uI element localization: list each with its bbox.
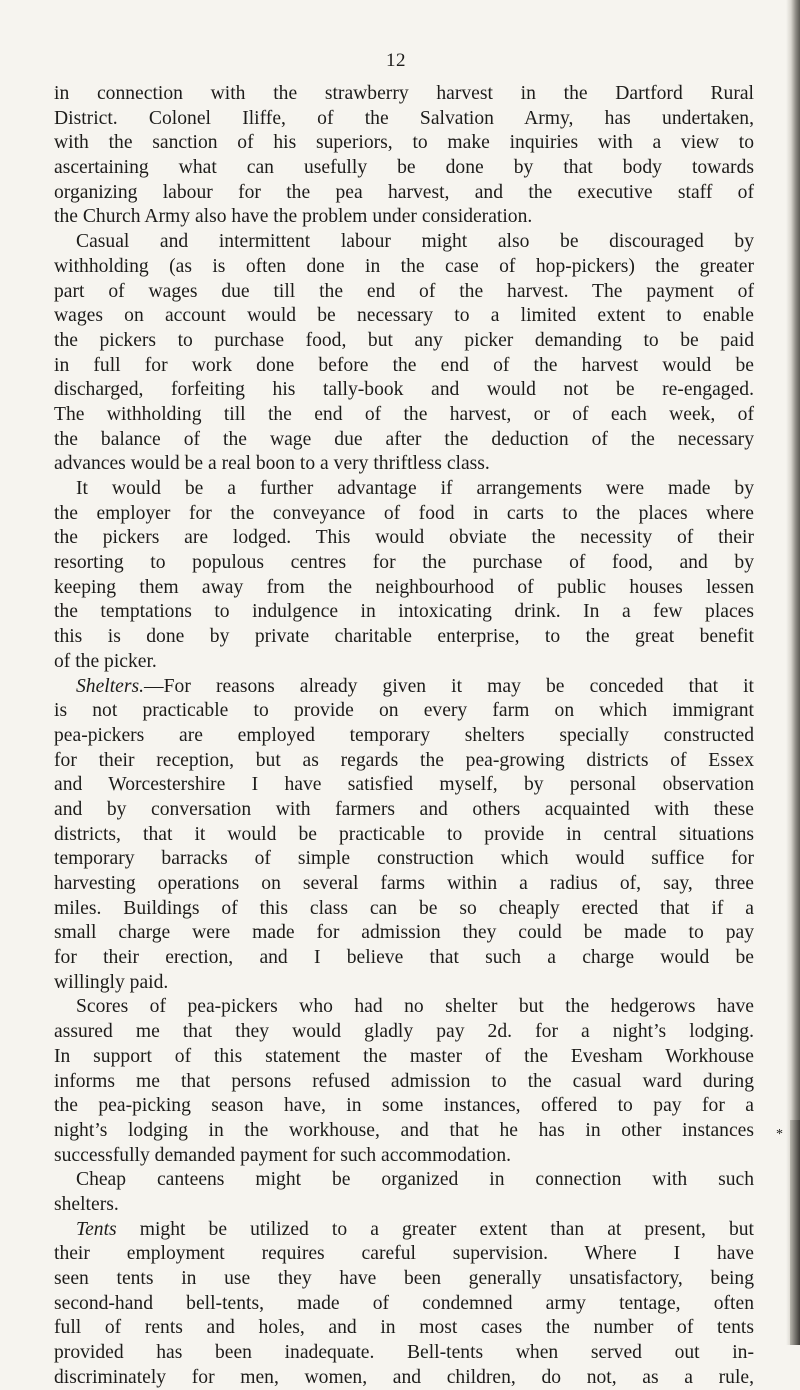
text-line: is not practicable to provide on every farm on which immigrant bbox=[54, 700, 754, 722]
text-line: willingly paid. bbox=[54, 971, 169, 993]
text-line: Cheap canteens might be organized in connection with such bbox=[76, 1169, 754, 1191]
text-line: In support of this statement the master of the Evesham Workhouse bbox=[54, 1045, 754, 1067]
text-line: second-hand bell-tents, made of condemned army tentage, often bbox=[54, 1292, 754, 1314]
text-line bbox=[54, 1218, 754, 1243]
text-line: with the sanction of his superiors, to make inquiries with a view to bbox=[54, 132, 754, 154]
text-line: Casual and intermittent labour might also be discouraged by bbox=[76, 231, 754, 253]
text-line: the pickers are lodged. This would obviate the necessity of their bbox=[54, 527, 754, 549]
margin-mark: * bbox=[776, 1127, 783, 1142]
text-line: part of wages due till the end of the harvest. The payment of bbox=[54, 280, 754, 302]
text-line: It would be a further advantage if arrangements were made by bbox=[76, 478, 754, 499]
text-line: full of rents and holes, and in most cases the number of tents bbox=[54, 1317, 754, 1339]
text-line: miles. Buildings of this class can be so cheaply erected that if a bbox=[54, 897, 754, 919]
text-line: for their erection, and I believe that such a charge would be bbox=[54, 947, 754, 969]
text-line: wages on account would be necessary to a limited extent to enable bbox=[54, 305, 754, 327]
text-line: night’s lodging in the workhouse, and that he has in other instances bbox=[54, 1119, 754, 1141]
text-line: their employment requires careful supervision. Where I have bbox=[54, 1243, 754, 1265]
text-run: —For reasons already given it may be conceded that it bbox=[144, 675, 754, 697]
text-line: provided has been inadequate. Bell-tents when served out in- bbox=[54, 1342, 754, 1364]
page-number: 12 bbox=[386, 50, 406, 71]
text-line: temporary barracks of simple construction which would suffice for bbox=[54, 848, 754, 870]
text-line: resorting to populous centres for the purchase of food, and by bbox=[54, 552, 754, 574]
text-line: the temptations to indulgence in intoxicating drink. In a few places bbox=[54, 601, 754, 623]
text-line: Scores of pea-pickers who had no shelter but the hedgerows have bbox=[76, 996, 754, 1018]
text-run: might be utilized to a greater extent than at present, but bbox=[116, 1218, 754, 1240]
text-line: pea-pickers are employed temporary shelters specially constructed bbox=[54, 724, 754, 746]
text-line: districts, that it would be practicable to provide in central situations bbox=[54, 823, 754, 845]
text-line: for their reception, but as regards the pea-growing districts of Essex bbox=[54, 749, 754, 771]
body-text bbox=[54, 82, 754, 1390]
text-line: of the picker. bbox=[54, 650, 157, 672]
text-line: and by conversation with farmers and others acquainted with these bbox=[54, 798, 754, 820]
text-line: small charge were made for admission they could be made to pay bbox=[54, 922, 754, 944]
text-line: the employer for the conveyance of food in carts to the places where bbox=[54, 502, 754, 524]
text-line: ascertaining what can usefully be done by that body towards bbox=[54, 157, 754, 179]
page-edge-shadow-lower bbox=[790, 1120, 800, 1345]
text-line: District. Colonel Iliffe, of the Salvation Army, has undertaken, bbox=[54, 107, 754, 129]
section-heading-shelters: Shelters. bbox=[76, 675, 145, 697]
text-line: informs me that persons refused admission to the casual ward during bbox=[54, 1070, 754, 1092]
text-line: discharged, forfeiting his tally-book and would not be re-engaged. bbox=[54, 379, 754, 401]
text-line: this is done by private charitable enterprise, to the great benefit bbox=[54, 626, 754, 648]
text-line: The withholding till the end of the harvest, or of each week, of bbox=[54, 403, 754, 425]
text-line: organizing labour for the pea harvest, and the executive staff of bbox=[54, 181, 754, 203]
text-line: keeping them away from the neighbourhood of public houses lessen bbox=[54, 576, 754, 598]
section-heading-tents: Tents bbox=[76, 1218, 117, 1240]
text-line bbox=[54, 675, 754, 700]
text-line: the pickers to purchase food, but any picker demanding to be paid bbox=[54, 329, 754, 351]
text-line: in connection with the strawberry harvest in the Dartford Rural bbox=[54, 83, 754, 104]
text-line: successfully demanded payment for such accommodation. bbox=[54, 1144, 512, 1166]
text-line: in full for work done before the end of the harvest would be bbox=[54, 354, 754, 376]
text-line: withholding (as is often done in the case of hop-pickers) the greater bbox=[54, 255, 754, 277]
text-line: advances would be a real boon to a very thriftless class. bbox=[54, 453, 490, 475]
text-line: assured me that they would gladly pay 2d. for a night’s lodging. bbox=[54, 1021, 754, 1043]
text-line: the Church Army also have the problem under consideration. bbox=[54, 206, 533, 228]
text-line: the balance of the wage due after the deduction of the necessary bbox=[54, 428, 754, 450]
text-line: the pea-picking season have, in some instances, offered to pay for a bbox=[54, 1095, 754, 1117]
text-line: seen tents in use they have been generally unsatisfactory, being bbox=[54, 1268, 754, 1289]
text-line: harvesting operations on several farms within a radius of, say, three bbox=[54, 873, 754, 894]
text-line: discriminately for men, women, and children, do not, as a rule, bbox=[54, 1366, 754, 1388]
text-line: shelters. bbox=[54, 1193, 119, 1215]
text-line: and Worcestershire I have satisfied myself, by personal observation bbox=[54, 774, 754, 796]
